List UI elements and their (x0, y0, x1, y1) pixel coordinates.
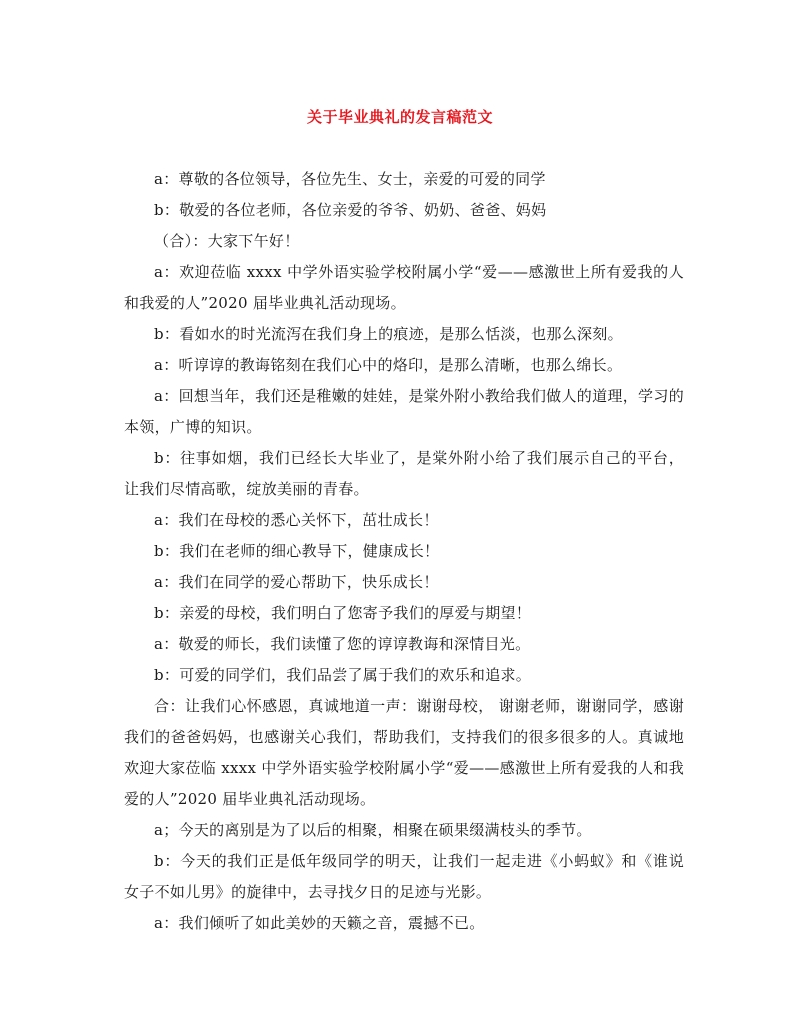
paragraph-9: a：我们在母校的悉心关怀下，茁壮成长！ (154, 511, 439, 529)
paragraph-17: b：今天的我们正是低年级同学的明天，让我们一起走进《小蚂蚁》和《谁说女子不如儿男》的旋律中，去寻找夕日的足迹与光影。 (124, 852, 684, 901)
paragraph-12: b：亲爱的母校，我们明白了您寄予我们的厚爱与期望！ (154, 604, 532, 622)
paragraph-13: a：敬爱的师长，我们读懂了您的谆谆教诲和深情目光。 (154, 635, 531, 653)
paragraph-5: b：看如水的时光流泻在我们身上的痕迹，是那么恬淡，也那么深刻。 (154, 325, 623, 343)
paragraph-14: b：可爱的同学们，我们品尝了属于我们的欢乐和追求。 (154, 666, 532, 684)
paragraph-15: 合：让我们心怀感恩，真诚地道一声：谢谢母校， 谢谢老师，谢谢同学，感谢我们的爸爸妈妈，也感谢关心我们，帮助我们，支持我们的很多很多的人。真诚地欢迎大家莅临 xxxx 中学外语实验学校附属小学“爱——感激世上所有爱我的人和我爱的人”2020 届毕业典礼活动现场。 (124, 697, 684, 808)
paragraph-11: a：我们在同学的爱心帮助下，快乐成长！ (154, 573, 439, 591)
paragraph-3: （合）：大家下午好！ (154, 232, 300, 250)
paragraph-6: a：听谆谆的教诲铭刻在我们心中的烙印，是那么清晰，也那么绵长。 (154, 356, 623, 374)
document-body (124, 164, 684, 939)
paragraph-2: b：敬爱的各位老师，各位亲爱的爷爷、奶奶、爸爸、妈妈 (154, 201, 547, 219)
paragraph-7: a：回想当年，我们还是稚嫩的娃娃，是棠外附小教给我们做人的道理，学习的本领，广博的知识。 (124, 387, 684, 436)
document-title: 关于毕业典礼的发言稿范文 (306, 108, 493, 126)
paragraph-10: b：我们在老师的细心教导下，健康成长！ (154, 542, 440, 560)
paragraph-1: a：尊敬的各位领导，各位先生、女士，亲爱的可爱的同学 (154, 170, 546, 188)
paragraph-16: a；今天的离别是为了以后的相聚，相聚在硕果缀满枝头的季节。 (154, 821, 592, 839)
paragraph-18: a：我们倾听了如此美妙的天籁之音，震撼不已。 (154, 914, 485, 932)
paragraph-4: a：欢迎莅临 xxxx 中学外语实验学校附属小学“爱——感激世上所有爱我的人和我爱的人”2020 届毕业典礼活动现场。 (124, 263, 684, 312)
paragraph-8: b：往事如烟，我们已经长大毕业了，是棠外附小给了我们展示自己的平台，让我们尽情高歌，绽放美丽的青春。 (124, 449, 684, 498)
